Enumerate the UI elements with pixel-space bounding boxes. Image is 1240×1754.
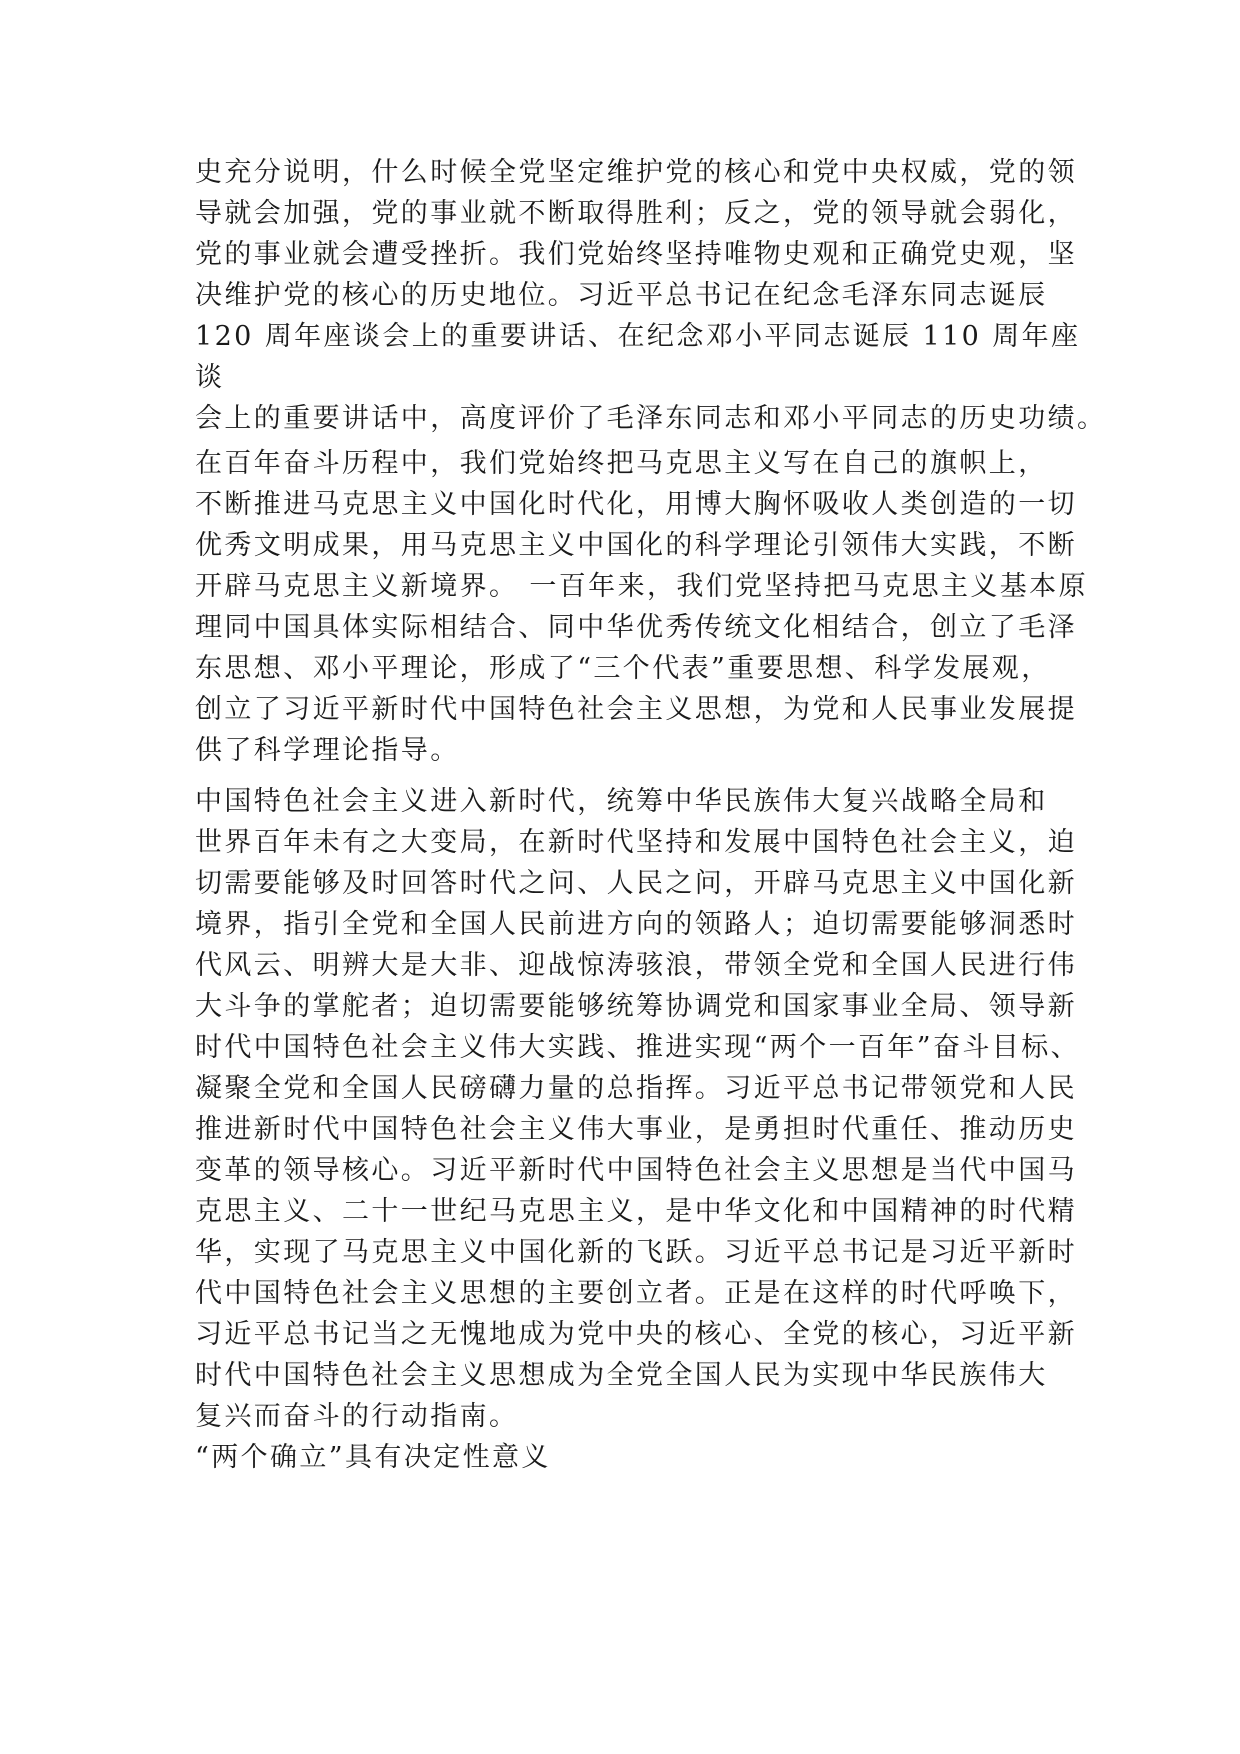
text-line: 创立了习近平新时代中国特色社会主义思想，为党和人民事业发展提: [195, 694, 1077, 725]
text-line: 供了科学理论指导。: [195, 735, 460, 766]
paragraph-2: [195, 443, 1088, 771]
paragraph-1: [195, 152, 1107, 439]
text-line: 优秀文明成果，用马克思主义中国化的科学理论引领伟大实践，不断: [195, 530, 1077, 561]
document-page: [195, 152, 1107, 1478]
text-line: 推进新时代中国特色社会主义伟大事业，是勇担时代重任、推动历史: [195, 1114, 1077, 1145]
text-line: 凝聚全党和全国人民磅礴力量的总指挥。习近平总书记带领党和人民: [195, 1073, 1077, 1104]
text-line: 中国特色社会主义进入新时代，统筹中华民族伟大复兴战略全局和: [195, 786, 1048, 817]
section-heading: [195, 1437, 1085, 1478]
paragraph-3: [195, 781, 1085, 1437]
text-line: 复兴而奋斗的行动指南。: [195, 1401, 519, 1432]
text-line: 克思主义、二十一世纪马克思主义，是中华文化和中国精神的时代精: [195, 1196, 1077, 1227]
text-line: 时代中国特色社会主义伟大实践、推进实现“两个一百年”奋斗目标、: [195, 1032, 1081, 1063]
text-line: 不断推进马克思主义中国化时代化，用博大胸怀吸收人类创造的一切: [195, 489, 1077, 520]
text-line: 世界百年未有之大变局，在新时代坚持和发展中国特色社会主义，迫: [195, 827, 1077, 858]
text-line: 120 周年座谈会上的重要讲话、在纪念邓小平同志诞辰 110 周年座: [195, 321, 1081, 352]
text-line: 大斗争的掌舵者；迫切需要能够统筹协调党和国家事业全局、领导新: [195, 991, 1077, 1022]
text-line: 理同中国具体实际相结合、同中华优秀传统文化相结合，创立了毛泽: [195, 612, 1077, 643]
heading-line: “两个确立”具有决定性意义: [195, 1442, 551, 1473]
text-line: 导就会加强，党的事业就不断取得胜利；反之，党的领导就会弱化，: [195, 198, 1077, 229]
text-line: 时代中国特色社会主义思想成为全党全国人民为实现中华民族伟大: [195, 1360, 1048, 1391]
text-line: 境界，指引全党和全国人民前进方向的领路人；迫切需要能够洞悉时: [195, 909, 1077, 940]
text-line: 开辟马克思主义新境界。 一百年来，我们党坚持把马克思主义基本原: [195, 571, 1088, 602]
text-line: 代风云、明辨大是大非、迎战惊涛骇浪，带领全党和全国人民进行伟: [195, 950, 1077, 981]
text-line: 在百年奋斗历程中，我们党始终把马克思主义写在自己的旗帜上，: [195, 448, 1048, 479]
text-line: 决维护党的核心的历史地位。习近平总书记在纪念毛泽东同志诞辰: [195, 280, 1048, 311]
text-line: 代中国特色社会主义思想的主要创立者。正是在这样的时代呼唤下，: [195, 1278, 1077, 1309]
text-line: 史充分说明，什么时候全党坚定维护党的核心和党中央权威，党的领: [195, 157, 1077, 188]
text-line: 谈: [195, 362, 225, 393]
text-line: 切需要能够及时回答时代之问、人民之问，开辟马克思主义中国化新: [195, 868, 1077, 899]
text-line: 东思想、邓小平理论，形成了“三个代表”重要思想、科学发展观，: [195, 653, 1051, 684]
text-line: 会上的重要讲话中，高度评价了毛泽东同志和邓小平同志的历史功绩。: [195, 403, 1107, 434]
text-line: 华，实现了马克思主义中国化新的飞跃。习近平总书记是习近平新时: [195, 1237, 1077, 1268]
text-line: 党的事业就会遭受挫折。我们党始终坚持唯物史观和正确党史观，坚: [195, 239, 1077, 270]
text-line: 变革的领导核心。习近平新时代中国特色社会主义思想是当代中国马: [195, 1155, 1077, 1186]
text-line: 习近平总书记当之无愧地成为党中央的核心、全党的核心，习近平新: [195, 1319, 1077, 1350]
